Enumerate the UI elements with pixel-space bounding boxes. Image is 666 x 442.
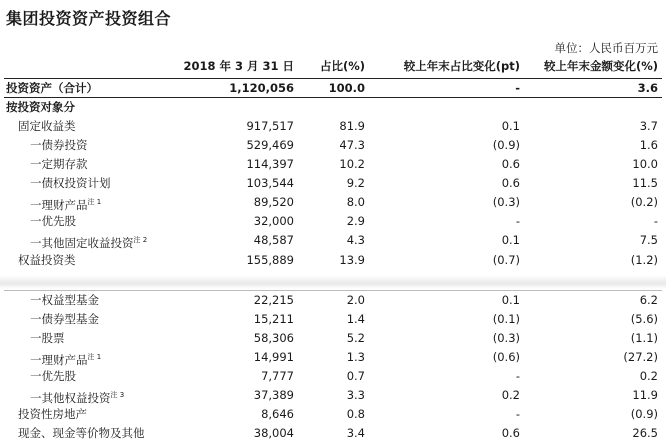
cell-amount-change: 26.5	[632, 426, 658, 440]
cell-share-change: -	[515, 214, 520, 228]
table-row	[4, 386, 662, 404]
row-label	[30, 231, 147, 252]
cell-amount: 529,469	[246, 138, 294, 152]
footnote-marker: 注 3	[110, 391, 125, 399]
row-label	[30, 386, 124, 407]
table-row	[4, 310, 662, 328]
cell-share-change: (0.9)	[492, 138, 520, 152]
row-label	[30, 291, 99, 309]
row-label	[30, 155, 88, 173]
cell-amount: 58,306	[253, 331, 294, 345]
cell-amount-change: (0.2)	[630, 195, 658, 209]
table-row	[4, 98, 662, 116]
row-label	[30, 136, 88, 154]
cell-share: 81.9	[339, 119, 365, 133]
header-date: 2018 年 3 月 31 日	[183, 59, 294, 73]
row-label-text: 一优先股	[30, 369, 76, 383]
cell-share: 2.9	[346, 214, 365, 228]
cell-share-change: -	[515, 81, 520, 95]
cell-amount: 15,211	[253, 312, 294, 326]
cell-amount: 155,889	[246, 253, 294, 267]
cell-share-change: (0.3)	[492, 195, 520, 209]
table-row	[4, 405, 662, 423]
cell-amount-change: 3.7	[639, 119, 658, 133]
cell-amount-change: 7.5	[639, 233, 658, 247]
cell-amount-change: 1.6	[639, 138, 658, 152]
cell-share: 10.2	[339, 157, 365, 171]
cell-amount: 1,120,056	[229, 81, 294, 95]
table-row	[4, 212, 662, 230]
cell-amount-change: 0.2	[639, 369, 658, 383]
cell-share-change: 0.1	[501, 119, 520, 133]
cell-amount-change: 10.0	[632, 157, 658, 171]
cell-amount-change: (1.1)	[630, 331, 658, 345]
cell-amount: 48,587	[253, 233, 294, 247]
cell-share: 5.2	[346, 331, 365, 345]
row-label-text: 现金、现金等价物及其他	[18, 426, 145, 440]
cell-amount-change: 6.2	[639, 293, 658, 307]
row-label-text: 一债券投资	[30, 138, 88, 152]
row-label-text: 一定期存款	[30, 157, 88, 171]
cell-amount: 7,777	[261, 369, 294, 383]
cell-share-change: (0.7)	[492, 253, 520, 267]
row-label	[18, 405, 87, 423]
cell-amount: 114,397	[246, 157, 294, 171]
unit-note: 单位：人民币百万元	[554, 41, 658, 55]
row-label	[30, 193, 101, 214]
header-amount-change: 较上年末金额变化(%)	[543, 59, 658, 73]
cell-share: 0.7	[346, 369, 365, 383]
cell-share: 9.2	[346, 176, 365, 190]
table-row	[4, 367, 662, 385]
row-label-text: 投资资产（合计）	[6, 81, 98, 95]
footnote-marker: 注 2	[133, 236, 148, 244]
footnote-marker: 注 1	[87, 353, 102, 361]
row-label-text: 一债券型基金	[30, 312, 99, 326]
cell-amount-change: (5.6)	[630, 312, 658, 326]
cell-share-change: -	[515, 407, 520, 421]
cell-amount: 917,517	[246, 119, 294, 133]
row-label	[30, 348, 101, 369]
cell-share-change: 0.6	[501, 176, 520, 190]
cell-amount: 103,544	[246, 176, 294, 190]
divider	[4, 290, 662, 291]
row-label	[30, 329, 65, 347]
cell-share: 4.3	[346, 233, 365, 247]
cell-amount: 14,991	[253, 350, 294, 364]
row-label-text: 按投资对象分	[6, 100, 75, 114]
cell-share-change: (0.1)	[492, 312, 520, 326]
row-label-text: 一其他固定收益投资	[30, 235, 134, 250]
cell-share-change: 0.1	[501, 233, 520, 247]
cell-share: 100.0	[328, 81, 365, 95]
cell-share-change: (0.3)	[492, 331, 520, 345]
cell-amount: 38,004	[253, 426, 294, 440]
cell-amount: 89,520	[253, 195, 294, 209]
row-label	[18, 117, 76, 135]
table-row	[4, 155, 662, 173]
row-label	[30, 212, 76, 230]
cell-share-change: 0.2	[501, 388, 520, 402]
cell-amount: 8,646	[261, 407, 294, 421]
row-label-text: 一其他权益投资	[30, 390, 111, 405]
cell-amount-change: 3.6	[637, 81, 658, 95]
cell-share: 13.9	[339, 253, 365, 267]
table-row	[4, 329, 662, 347]
row-label-text: 一债权投资计划	[30, 176, 111, 190]
table-row	[4, 174, 662, 192]
table-row	[4, 79, 662, 98]
cell-amount-change: (0.9)	[630, 407, 658, 421]
cell-share: 3.4	[346, 426, 365, 440]
row-label-text: 固定收益类	[18, 119, 76, 133]
row-label-text: 一理财产品	[30, 352, 88, 367]
row-label	[6, 79, 98, 97]
table-row	[4, 117, 662, 135]
cell-amount: 37,389	[253, 388, 294, 402]
cell-share: 2.0	[346, 293, 365, 307]
cell-share: 1.4	[346, 312, 365, 326]
cell-share: 47.3	[339, 138, 365, 152]
cell-amount-change: (1.2)	[630, 253, 658, 267]
cell-amount: 22,215	[253, 293, 294, 307]
row-label	[6, 98, 75, 116]
row-label	[30, 310, 99, 328]
page-title: 集团投资资产投资组合	[6, 9, 172, 28]
cell-share-change: (0.6)	[492, 350, 520, 364]
table-row	[4, 231, 662, 249]
row-label-text: 一优先股	[30, 214, 76, 228]
row-label-text: 一理财产品	[30, 197, 88, 212]
row-label	[18, 251, 76, 269]
table-row	[4, 251, 662, 269]
row-label-text: 一权益型基金	[30, 293, 99, 307]
page-break-shadow	[0, 275, 666, 289]
row-label-text: 权益投资类	[18, 253, 76, 267]
cell-amount-change: (27.2)	[623, 350, 658, 364]
row-label	[30, 174, 111, 192]
cell-amount-change: -	[653, 214, 658, 228]
table-row	[4, 424, 662, 442]
header-share-change: 较上年末占比变化(pt)	[403, 59, 520, 73]
row-label-text: 投资性房地产	[18, 407, 87, 421]
row-label-text: 一股票	[30, 331, 65, 345]
cell-share-change: 0.6	[501, 426, 520, 440]
cell-share-change: 0.6	[501, 157, 520, 171]
cell-share: 1.3	[346, 350, 365, 364]
footnote-marker: 注 1	[87, 198, 102, 206]
cell-amount-change: 11.9	[632, 388, 658, 402]
table-row	[4, 291, 662, 309]
row-label	[18, 424, 145, 442]
cell-share: 3.3	[346, 388, 365, 402]
table-row	[4, 136, 662, 154]
header-share: 占比(%)	[319, 59, 365, 73]
table-header	[4, 58, 662, 79]
table-row	[4, 193, 662, 211]
cell-share: 0.8	[346, 407, 365, 421]
cell-share: 8.0	[346, 195, 365, 209]
row-label	[30, 367, 76, 385]
cell-amount-change: 11.5	[632, 176, 658, 190]
cell-share-change: -	[515, 369, 520, 383]
table-row	[4, 348, 662, 366]
cell-amount: 32,000	[253, 214, 294, 228]
cell-share-change: 0.1	[501, 293, 520, 307]
